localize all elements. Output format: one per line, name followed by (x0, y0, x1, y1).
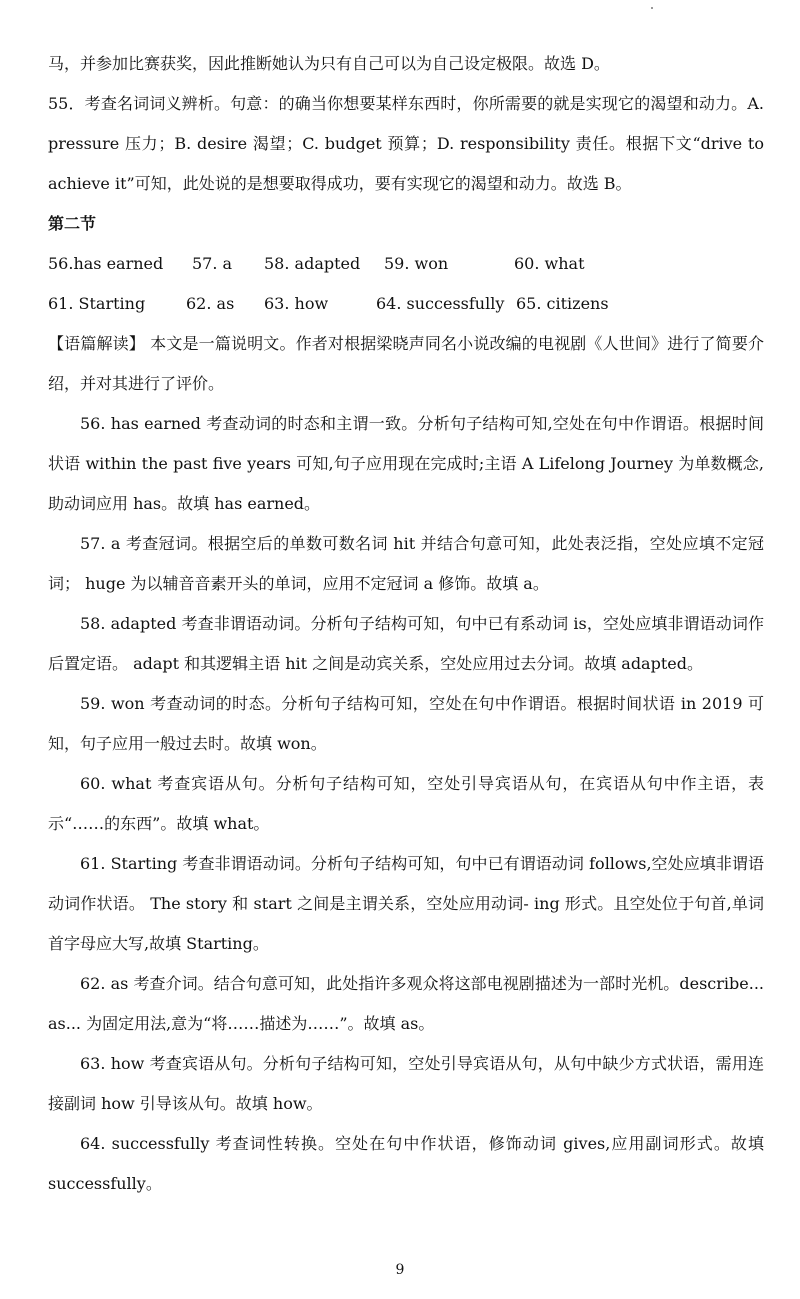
explanation-63: 63. how 考查宾语从句。分析句子结构可知，空处引导宾语从句，从句中缺少方式状语，需用连接副词 how 引导该从句。故填 how。 (48, 1054, 764, 1113)
answer-row (48, 244, 764, 284)
answer-57: 57. a (192, 254, 233, 273)
answer-60: 60. what (514, 254, 585, 273)
explanation-61: 61. Starting 考查非谓语动词。分析句子结构可知，句中已有谓语动词 follows,空处应填非谓语动词作状语。 The story 和 start 之间是主谓关系，空处应用动词- ing 形式。且空处位于句首,单词首字母应大写,故填 Starting。 (48, 854, 764, 953)
explanation-62: 62. as 考查介词。结合句意可知，此处指许多观众将这部电视剧描述为一部时光机。describe... as... 为固定用法,意为“将……描述为……”。故填 as。 (48, 974, 764, 1033)
explanation-56: 56. has earned 考查动词的时态和主谓一致。分析句子结构可知,空处在句中作谓语。根据时间状语 within the past five years 可知,句子应用现在完成时;主语 A Lifelong Journey 为单数概念,助动词应用 has。故填 has earned。 (48, 414, 764, 513)
scan-speck (651, 7, 653, 9)
paragraph-54-continued: 马，并参加比赛获奖，因此推断她认为只有自己可以为自己设定极限。故选 D。 (48, 54, 610, 73)
page-number: 9 (395, 1262, 405, 1278)
answer-61: 61. Starting (48, 294, 146, 313)
explanation-58: 58. adapted 考查非谓语动词。分析句子结构可知，句中已有系动词 is，空处应填非谓语动词作后置定语。 adapt 和其逻辑主语 hit 之间是动宾关系，空处应用过去分词。故填 adapted。 (48, 614, 764, 673)
explanation-57: 57. a 考查冠词。根据空后的单数可数名词 hit 并结合句意可知，此处表泛指，空处应填不定冠词； huge 为以辅音音素开头的单词，应用不定冠词 a 修饰。故填 a。 (48, 534, 764, 593)
section-heading: 第二节 (48, 214, 97, 233)
answer-row (48, 284, 764, 324)
explanation-64: 64. successfully 考查词性转换。空处在句中作状语，修饰动词 gives,应用副词形式。故填 successfully。 (48, 1134, 764, 1193)
explanation-59: 59. won 考查动词的时态。分析句子结构可知，空处在句中作谓语。根据时间状语 in 2019 可知，句子应用一般过去时。故填 won。 (48, 694, 764, 753)
answer-56: 56.has earned (48, 254, 164, 273)
answer-62: 62. as (186, 294, 235, 313)
answer-64: 64. successfully (376, 294, 505, 313)
answer-key (48, 244, 764, 324)
answer-65: 65. citizens (516, 294, 609, 313)
answer-59: 59. won (384, 254, 449, 273)
answer-58: 58. adapted (264, 254, 361, 273)
paragraph-55: 55．考查名词词义辨析。句意：的确当你想要某样东西时，你所需要的就是实现它的渴望和动力。A. pressure 压力；B. desire 渴望；C. budget 预算；D. responsibility 责任。根据下文“drive to achieve it”可知，此处说的是想要取得成功，要有实现它的渴望和动力。故选 B。 (48, 94, 764, 193)
explanation-60: 60. what 考查宾语从句。分析句子结构可知，空处引导宾语从句，在宾语从句中作主语，表示“……的东西”。故填 what。 (48, 774, 764, 833)
answer-63: 63. how (264, 294, 329, 313)
passage-analysis: 【语篇解读】 本文是一篇说明文。作者对根据梁晓声同名小说改编的电视剧《人世间》进行了简要介绍，并对其进行了评价。 (48, 334, 764, 393)
document-page (48, 44, 764, 1204)
